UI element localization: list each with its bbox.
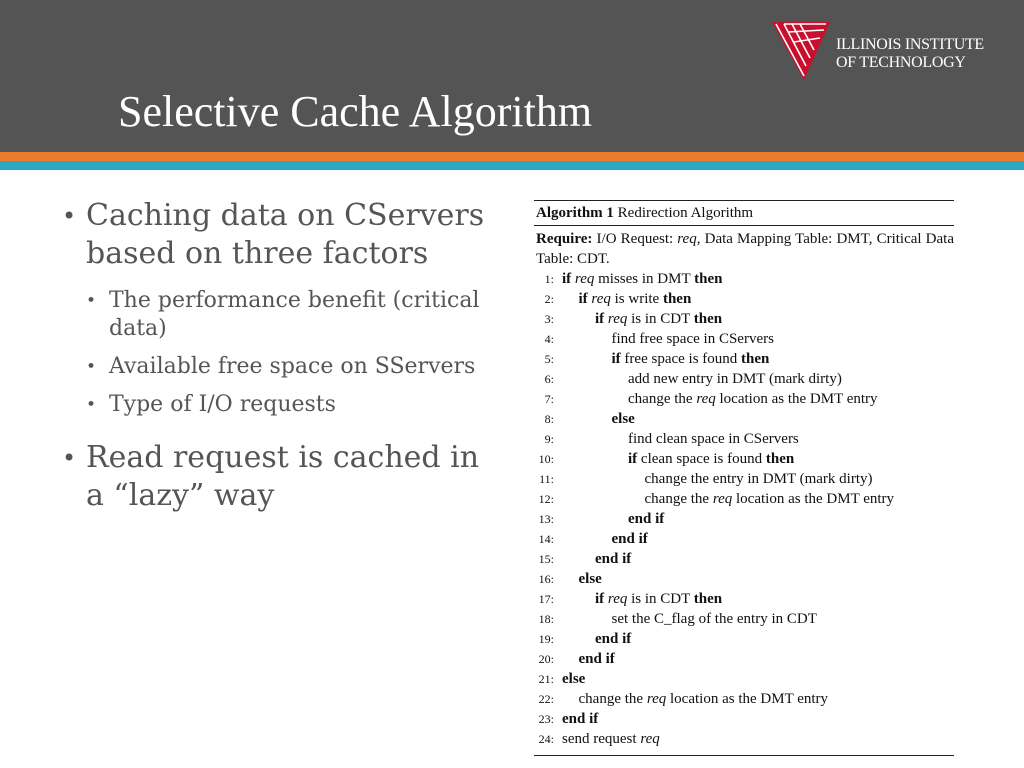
keyword: end if	[595, 631, 632, 647]
line-number: 11:	[539, 472, 554, 486]
line-code	[628, 369, 842, 389]
code-text: change the	[628, 391, 697, 407]
header-stripe-orange	[0, 152, 1024, 161]
line-number: 12:	[538, 492, 554, 506]
algorithm-line	[534, 289, 954, 309]
header-stripe-teal	[0, 161, 1024, 170]
line-number: 14:	[538, 532, 554, 546]
code-text: set the C_flag of the entry in CDT	[611, 611, 817, 627]
algorithm-line	[534, 649, 954, 669]
code-text: is in CDT	[627, 311, 694, 327]
code-text: change the	[578, 691, 647, 707]
line-number: 8:	[544, 412, 554, 426]
line-number: 2:	[544, 292, 554, 306]
algorithm-line	[534, 389, 954, 409]
algorithm-line	[534, 349, 954, 369]
code-text: find free space in CServers	[611, 331, 774, 347]
sub-bullet-list	[62, 287, 502, 419]
sub-bullet-text: Type of I/O requests	[109, 392, 336, 417]
line-number: 16:	[538, 572, 554, 586]
code-text: add new entry in DMT (mark dirty)	[628, 371, 842, 387]
variable: req	[640, 731, 660, 747]
algorithm-lines	[534, 269, 954, 749]
code-text: is write	[610, 291, 663, 307]
sub-bullet-text: The performance benefit (critical data)	[109, 288, 480, 341]
line-number: 22:	[538, 692, 554, 706]
line-number: 20:	[538, 652, 554, 666]
code-text: location as the DMT entry	[732, 491, 895, 507]
keyword: then	[693, 311, 723, 327]
line-number: 24:	[538, 732, 554, 746]
bullet-dot-icon: •	[62, 202, 77, 230]
keyword: then	[765, 451, 795, 467]
require-label: Require:	[536, 231, 593, 247]
algorithm-line	[534, 269, 954, 289]
line-code	[612, 349, 770, 369]
algorithm-caption	[534, 201, 954, 226]
code-text: is in CDT	[627, 591, 694, 607]
line-number: 4:	[544, 332, 554, 346]
iit-logo-icon	[770, 18, 832, 82]
keyword: if	[595, 311, 605, 327]
line-number: 15:	[538, 552, 554, 566]
sub-bullet-item	[86, 391, 502, 419]
algorithm-name: Redirection Algorithm	[617, 205, 754, 221]
bullet-list	[62, 197, 502, 515]
line-number: 23:	[538, 712, 554, 726]
line-code	[612, 609, 817, 629]
line-code	[645, 489, 895, 509]
bullet-item	[62, 197, 502, 273]
line-code	[595, 549, 631, 569]
line-number: 18:	[538, 612, 554, 626]
slide-title: Selective Cache Algorithm	[118, 87, 593, 136]
keyword: then	[693, 591, 723, 607]
variable: req	[591, 291, 611, 307]
algorithm-line	[534, 489, 954, 509]
line-number: 3:	[544, 312, 554, 326]
keyword: if	[578, 291, 588, 307]
line-number: 6:	[544, 372, 554, 386]
algorithm-line	[534, 469, 954, 489]
line-code	[612, 529, 648, 549]
line-code	[579, 569, 602, 589]
algorithm-bottom-rule	[534, 755, 954, 756]
line-number: 13:	[538, 512, 554, 526]
line-number: 9:	[544, 432, 554, 446]
line-code	[562, 269, 722, 289]
keyword: if	[611, 351, 621, 367]
keyword: end if	[611, 531, 648, 547]
line-number: 1:	[544, 272, 554, 286]
algorithm-line	[534, 449, 954, 469]
variable: req	[574, 271, 595, 287]
keyword: if	[562, 271, 572, 287]
require-var: req	[677, 231, 697, 247]
line-code	[612, 409, 635, 429]
line-code	[595, 629, 631, 649]
code-text: change the	[644, 491, 713, 507]
algorithm-line	[534, 709, 954, 729]
algorithm-line	[534, 549, 954, 569]
line-code	[645, 469, 873, 489]
keyword: if	[628, 451, 638, 467]
bullet-item	[62, 439, 502, 515]
bullet-text: Read request is cached in a “lazy” way	[86, 440, 480, 513]
line-code	[562, 729, 660, 749]
variable: req	[607, 591, 628, 607]
code-text: find clean space in CServers	[628, 431, 799, 447]
keyword: else	[611, 411, 635, 427]
sub-bullet-dot-icon: •	[86, 395, 97, 415]
keyword: end if	[562, 711, 599, 727]
algorithm-label: Algorithm 1	[536, 205, 614, 221]
keyword: else	[578, 571, 602, 587]
bullet-dot-icon: •	[62, 444, 77, 472]
line-code	[579, 689, 829, 709]
code-text: misses in DMT	[594, 271, 695, 287]
keyword: if	[595, 591, 605, 607]
algorithm-line	[534, 529, 954, 549]
sub-bullet-dot-icon: •	[86, 291, 97, 311]
algorithm-box	[534, 200, 954, 756]
line-code	[562, 709, 598, 729]
keyword: then	[694, 271, 723, 287]
code-text: clean space is found	[637, 451, 766, 467]
line-code	[612, 329, 774, 349]
sub-bullet-dot-icon: •	[86, 357, 97, 377]
code-text: send request	[562, 731, 641, 747]
institution-name-line1: ILLINOIS INSTITUTE	[836, 36, 984, 53]
algorithm-line	[534, 689, 954, 709]
algorithm-line	[534, 729, 954, 749]
line-number: 7:	[544, 392, 554, 406]
algorithm-line	[534, 569, 954, 589]
line-number: 21:	[538, 672, 554, 686]
code-text: free space is found	[620, 351, 742, 367]
algorithm-line	[534, 309, 954, 329]
variable: req	[646, 691, 667, 707]
keyword: then	[741, 351, 770, 367]
algorithm-line	[534, 409, 954, 429]
algorithm-line	[534, 629, 954, 649]
line-code	[579, 649, 615, 669]
line-number: 17:	[538, 592, 554, 606]
variable: req	[607, 311, 628, 327]
line-code	[628, 389, 878, 409]
algorithm-line	[534, 429, 954, 449]
keyword: end if	[595, 551, 632, 567]
sub-bullet-item	[86, 353, 502, 381]
keyword: end if	[628, 511, 665, 527]
keyword: else	[562, 671, 586, 687]
variable: req	[712, 491, 733, 507]
line-code	[595, 309, 722, 329]
institution-name	[836, 36, 984, 72]
keyword: end if	[578, 651, 615, 667]
line-code	[628, 449, 794, 469]
algorithm-require	[534, 226, 954, 269]
algorithm-line	[534, 329, 954, 349]
bullet-text: Caching data on CServers based on three factors	[86, 198, 485, 271]
code-text: location as the DMT entry	[715, 391, 878, 407]
code-text: location as the DMT entry	[666, 691, 829, 707]
line-number: 10:	[538, 452, 554, 466]
sub-bullet-item	[86, 287, 502, 343]
code-text: change the entry in DMT (mark dirty)	[644, 471, 873, 487]
line-number: 19:	[538, 632, 554, 646]
algorithm-line	[534, 609, 954, 629]
line-code	[562, 669, 585, 689]
line-code	[579, 289, 692, 309]
algorithm-line	[534, 669, 954, 689]
algorithm-line	[534, 589, 954, 609]
line-code	[595, 589, 722, 609]
sub-bullet-text: Available free space on SServers	[109, 354, 476, 379]
algorithm-line	[534, 369, 954, 389]
line-code	[628, 509, 664, 529]
variable: req	[696, 391, 716, 407]
line-code	[628, 429, 799, 449]
institution-name-line2: OF TECHNOLOGY	[836, 54, 966, 71]
algorithm-line	[534, 509, 954, 529]
line-number: 5:	[544, 352, 554, 366]
keyword: then	[662, 291, 692, 307]
require-text: I/O Request: req, Data Mapping Table: DMT, Critical Data Table: CDT.	[536, 231, 954, 267]
